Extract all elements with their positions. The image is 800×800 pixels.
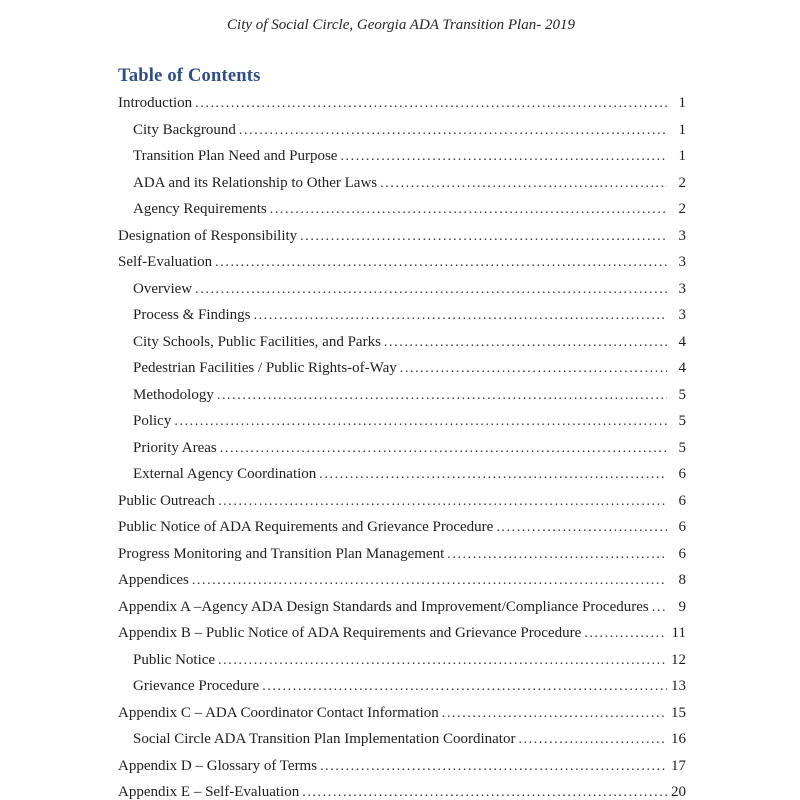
toc-entry-label: Appendix B – Public Notice of ADA Requirements and Grievance Procedure [118, 625, 582, 641]
dot-leader [262, 679, 667, 696]
toc-entry-label: Grievance Procedure [133, 678, 260, 694]
toc-entry[interactable] [118, 413, 686, 431]
toc-title: Table of Contents [118, 66, 261, 86]
dot-leader [270, 202, 667, 219]
toc-entry-page-number: 1 [678, 148, 686, 164]
dot-leader [174, 414, 667, 431]
dot-leader [518, 732, 667, 749]
toc-entry-label: Social Circle ADA Transition Plan Implementation Coordinator [133, 731, 516, 747]
dot-leader [217, 388, 667, 405]
dot-leader [319, 467, 667, 484]
toc-entry-label: Appendix D – Glossary of Terms [118, 757, 318, 774]
toc-entry-label: Pedestrian Facilities / Public Rights-of-Way [133, 360, 397, 376]
toc-entry-label: Process & Findings [133, 307, 251, 323]
toc-entry-page-number: 6 [678, 492, 686, 509]
toc-entry[interactable] [118, 95, 686, 113]
dot-leader [239, 123, 667, 140]
dot-leader [584, 626, 667, 643]
toc-entry-page-number: 4 [678, 360, 686, 376]
toc-entry-label: Introduction [118, 95, 193, 111]
toc-entry[interactable] [118, 281, 686, 299]
toc-entry-label: Appendix C – ADA Coordinator Contact Information [118, 704, 439, 721]
toc-entry-label: Public Notice of ADA Requirements and Grievance Procedure [118, 519, 494, 535]
document-header-title: City of Social Circle, Georgia ADA Transition Plan- 2019 [227, 17, 575, 33]
toc-entry-label: Self-Evaluation [118, 254, 213, 270]
toc-entry-page-number: 2 [678, 201, 686, 217]
toc-entry-page-number: 1 [678, 95, 686, 111]
toc-entry-label: Priority Areas [133, 439, 217, 456]
toc-entry[interactable] [118, 678, 686, 696]
dot-leader [300, 229, 667, 246]
toc-entry-page-number: 3 [678, 307, 686, 323]
toc-entry-page-number: 17 [671, 757, 686, 774]
toc-entry-page-number: 3 [678, 280, 686, 297]
toc-entry[interactable] [118, 387, 686, 405]
toc-entry[interactable] [118, 175, 686, 193]
toc-entry[interactable] [118, 784, 686, 800]
dot-leader [192, 573, 667, 590]
toc-entry-label: City Background [133, 121, 236, 138]
toc-entry-label: Policy [133, 413, 172, 429]
toc-entry-label: ADA and its Relationship to Other Laws [133, 174, 378, 191]
toc-entry-page-number: 5 [678, 386, 686, 403]
toc-entry-label: Public Notice [133, 651, 216, 668]
toc-entry[interactable] [118, 122, 686, 140]
toc-entry[interactable] [118, 705, 686, 723]
dot-leader [340, 149, 667, 166]
toc-entry-page-number: 11 [671, 625, 686, 641]
dot-leader [218, 494, 667, 511]
dot-leader [215, 255, 667, 272]
toc-entry-label: Transition Plan Need and Purpose [133, 148, 338, 164]
toc-entry-page-number: 16 [671, 731, 686, 747]
toc-entry-page-number: 6 [678, 519, 686, 535]
toc-entry-page-number: 1 [678, 121, 686, 138]
toc-entry[interactable] [118, 228, 686, 246]
toc-entry-label: Progress Monitoring and Transition Plan Management [118, 545, 445, 562]
toc-entry-label: Agency Requirements [133, 201, 267, 217]
dot-leader [380, 176, 667, 193]
toc-entry-label: Appendix E – Self-Evaluation [118, 784, 300, 800]
toc-entry-page-number: 12 [671, 651, 686, 668]
toc-entry[interactable] [118, 572, 686, 590]
toc-entry[interactable] [118, 546, 686, 564]
toc-entry-label: City Schools, Public Facilities, and Parks [133, 333, 381, 350]
dot-leader [220, 441, 667, 458]
dot-leader [218, 653, 667, 670]
toc-entry[interactable] [118, 599, 686, 617]
toc-entry[interactable] [118, 493, 686, 511]
toc-entry[interactable] [118, 307, 686, 325]
dot-leader [320, 759, 667, 776]
toc-list [118, 95, 686, 800]
dot-leader [384, 335, 667, 352]
toc-entry-page-number: 20 [671, 784, 686, 800]
toc-entry-label: Public Outreach [118, 492, 216, 509]
toc-entry[interactable] [118, 625, 686, 643]
toc-entry[interactable] [118, 758, 686, 776]
dot-leader [254, 308, 667, 325]
toc-entry[interactable] [118, 466, 686, 484]
toc-entry-page-number: 8 [678, 572, 686, 588]
dot-leader [400, 361, 667, 378]
toc-entry-page-number: 3 [678, 227, 686, 244]
toc-entry[interactable] [118, 652, 686, 670]
toc-entry[interactable] [118, 148, 686, 166]
toc-entry-page-number: 2 [678, 174, 686, 191]
toc-entry[interactable] [118, 360, 686, 378]
dot-leader [496, 520, 667, 537]
toc-entry[interactable] [118, 254, 686, 272]
toc-entry-page-number: 3 [678, 254, 686, 270]
toc-entry[interactable] [118, 731, 686, 749]
dot-leader [447, 547, 667, 564]
dot-leader [195, 96, 667, 113]
dot-leader [302, 785, 667, 800]
toc-entry-page-number: 6 [678, 545, 686, 562]
toc-entry-label: External Agency Coordination [133, 466, 317, 482]
toc-entry-page-number: 13 [671, 678, 686, 694]
toc-entry-page-number: 15 [671, 704, 686, 721]
toc-entry-page-number: 4 [678, 333, 686, 350]
toc-entry-page-number: 6 [678, 466, 686, 482]
toc-entry-page-number: 5 [678, 413, 686, 429]
dot-leader [652, 600, 667, 617]
toc-entry[interactable] [118, 201, 686, 219]
toc-entry-label: Overview [133, 280, 193, 297]
toc-entry-label: Appendix A –Agency ADA Design Standards and Improvement/Compliance Procedures [118, 598, 649, 615]
dot-leader [195, 282, 667, 299]
toc-entry-page-number: 5 [678, 439, 686, 456]
toc-entry-label: Designation of Responsibility [118, 227, 298, 244]
toc-entry-page-number: 9 [678, 598, 686, 615]
toc-entry[interactable] [118, 440, 686, 458]
toc-entry[interactable] [118, 519, 686, 537]
toc-entry[interactable] [118, 334, 686, 352]
toc-entry-label: Appendices [118, 572, 189, 588]
toc-entry-label: Methodology [133, 386, 214, 403]
dot-leader [442, 706, 667, 723]
